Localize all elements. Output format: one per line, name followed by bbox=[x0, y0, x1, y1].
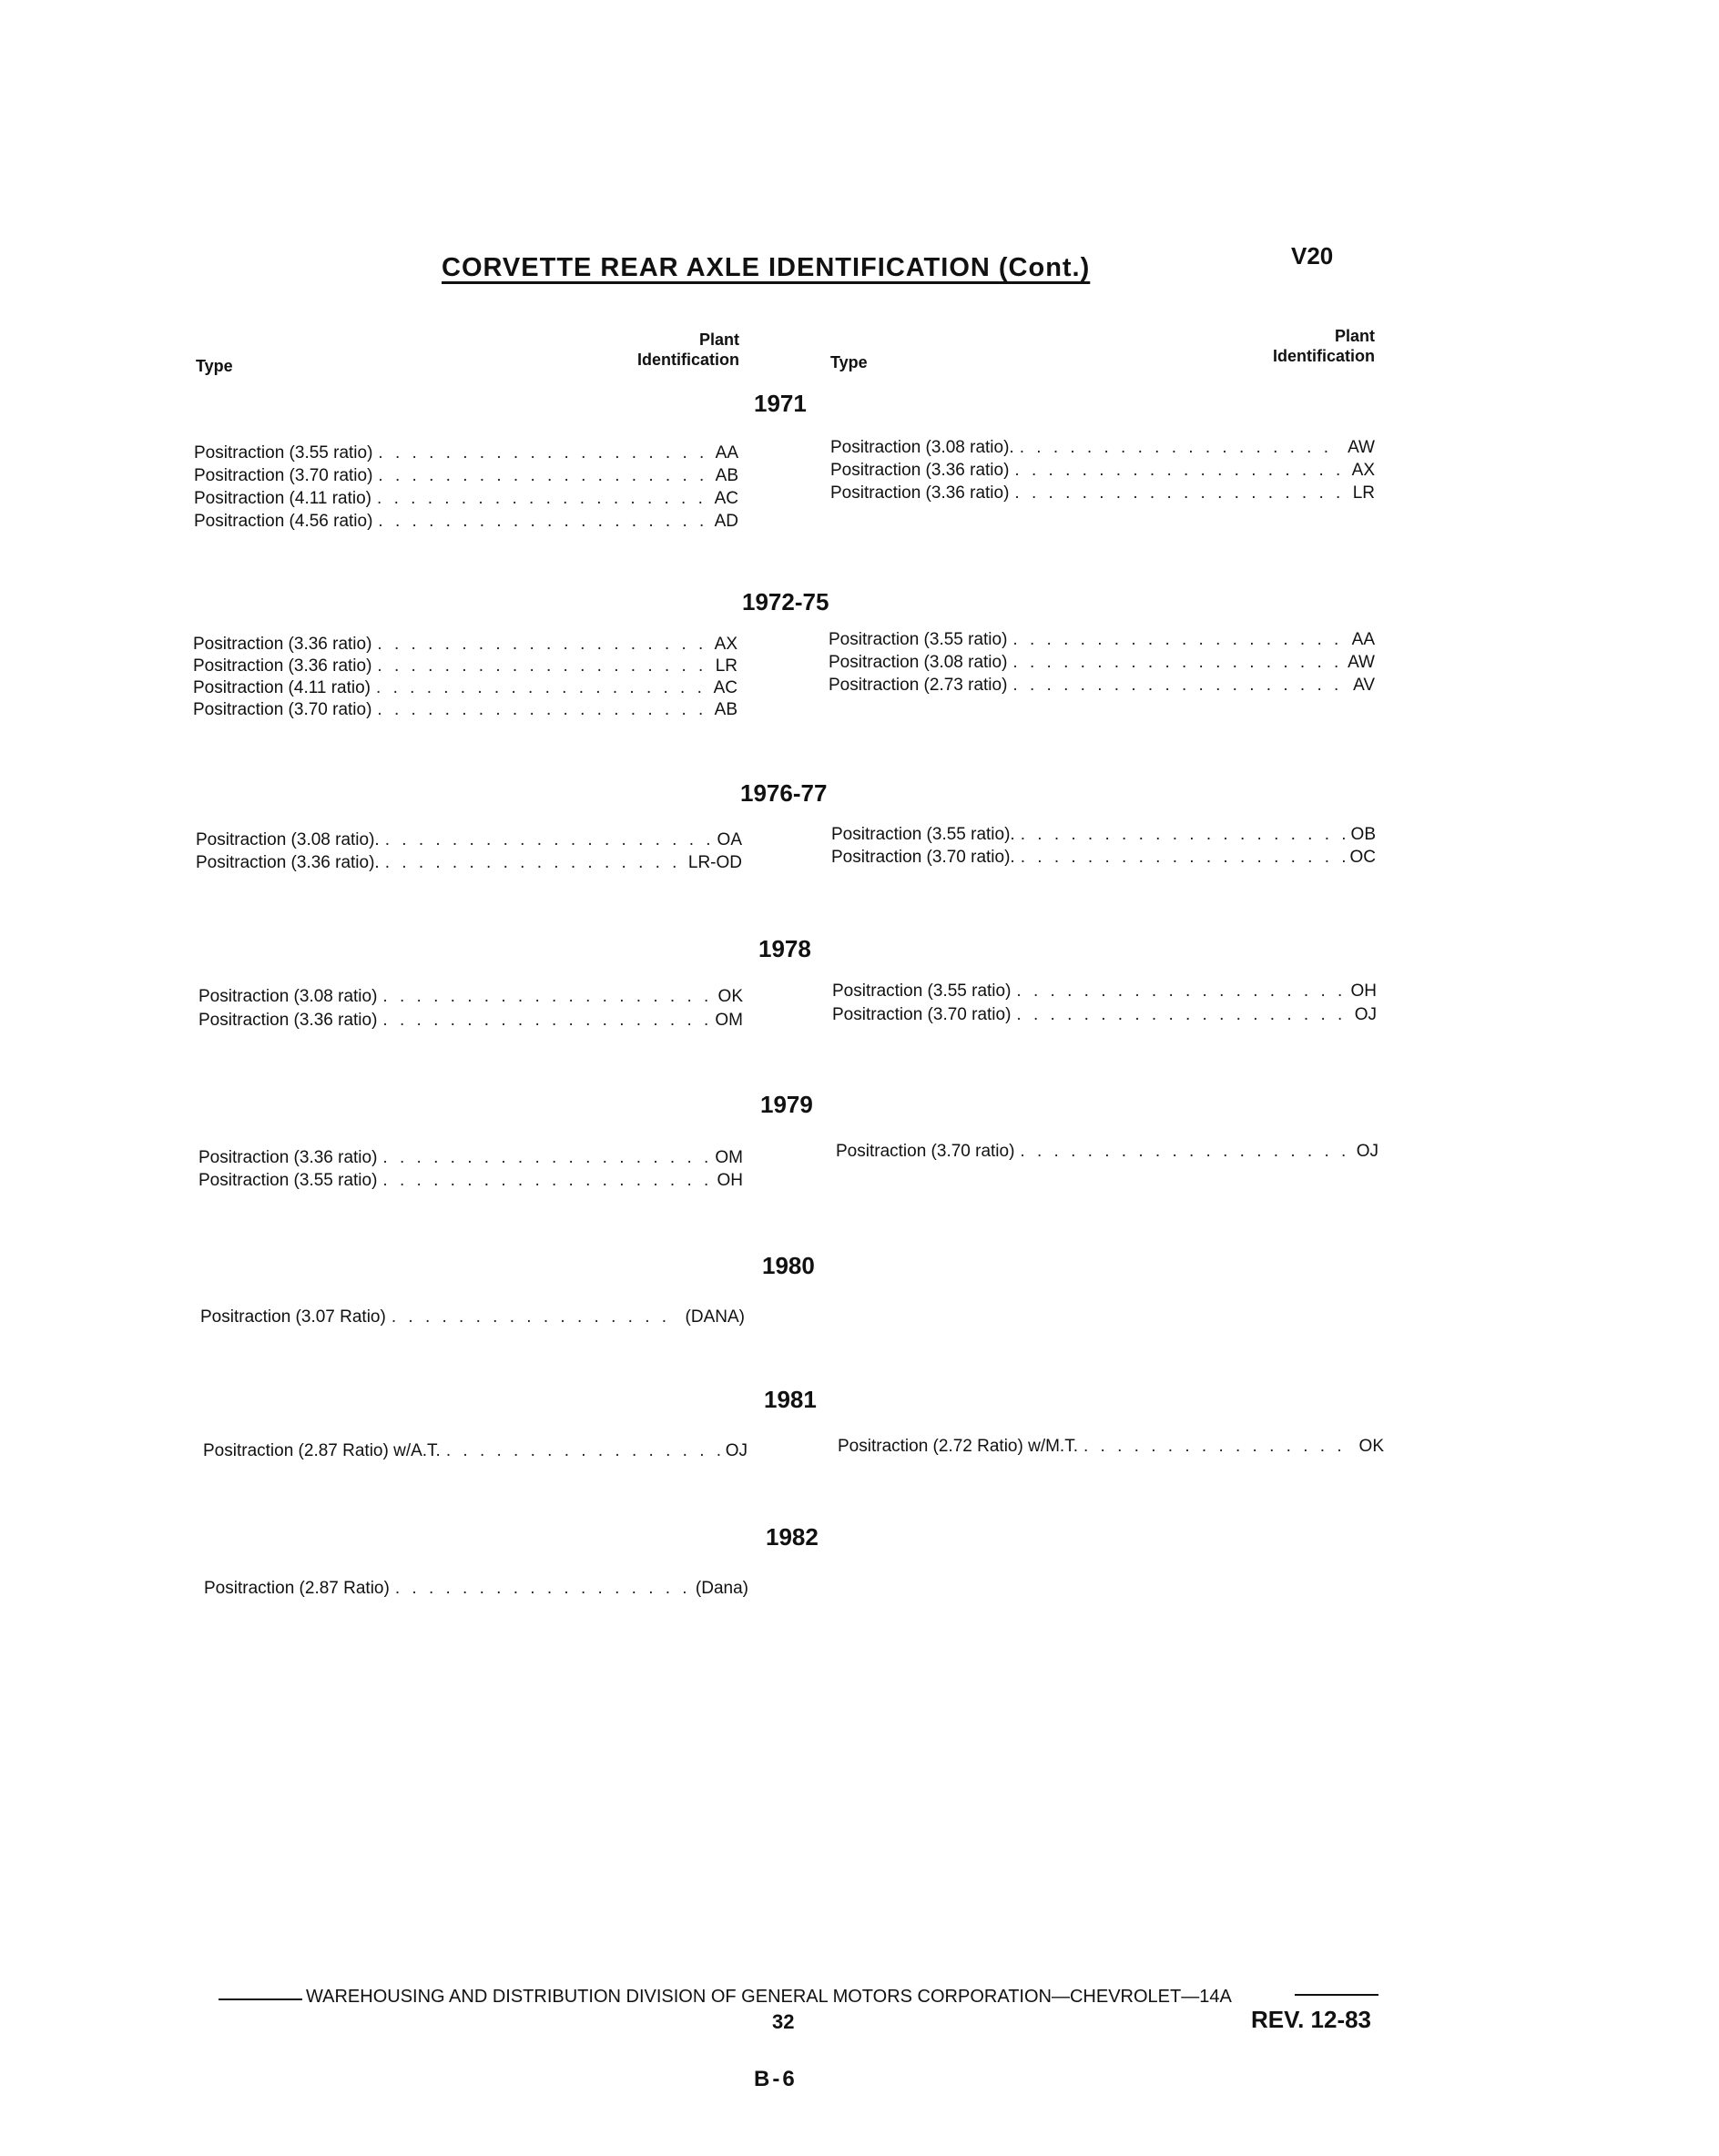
page-title: CORVETTE REAR AXLE IDENTIFICATION (Cont.) bbox=[442, 253, 1091, 282]
leader-dots bbox=[382, 1171, 711, 1191]
plant-code: (Dana) bbox=[695, 1579, 748, 1598]
plant-code: AX bbox=[714, 635, 737, 654]
leader-dots bbox=[1014, 461, 1346, 481]
leader-dots bbox=[1016, 981, 1345, 1002]
plant-code: OJ bbox=[1356, 1142, 1378, 1161]
axle-type: Positraction (3.08 ratio). bbox=[830, 438, 1014, 457]
axle-type: Positraction (2.72 Ratio) w/M.T. bbox=[838, 1437, 1078, 1456]
axle-type: Positraction (3.08 ratio) bbox=[198, 987, 378, 1006]
axle-row bbox=[194, 443, 738, 463]
plant-header-line2: Identification bbox=[1273, 347, 1375, 365]
leader-dots bbox=[382, 987, 712, 1007]
leader-dots bbox=[377, 635, 708, 655]
footer-rule-left bbox=[219, 1998, 302, 2000]
plant-code: (DANA) bbox=[685, 1307, 745, 1327]
leader-dots bbox=[377, 656, 709, 676]
plant-code: LR-OD bbox=[687, 853, 742, 872]
year-heading: 1978 bbox=[758, 935, 811, 962]
footer-publisher-line: WAREHOUSING AND DISTRIBUTION DIVISION OF GENERAL MOTORS CORPORATION—CHEVROLET—14A bbox=[306, 1987, 1232, 2007]
revision-label: REV. 12-83 bbox=[1251, 2006, 1372, 2033]
plant-code: AD bbox=[714, 512, 738, 531]
plant-code: AC bbox=[714, 489, 738, 508]
year-heading: 1982 bbox=[766, 1523, 819, 1551]
axle-row bbox=[194, 466, 738, 486]
plant-code: OC bbox=[1349, 848, 1376, 867]
leader-dots bbox=[378, 443, 709, 463]
axle-row bbox=[830, 461, 1375, 481]
year-heading: 1971 bbox=[754, 390, 807, 417]
axle-row bbox=[193, 678, 737, 698]
year-heading: 1976-77 bbox=[740, 779, 828, 807]
axle-row bbox=[836, 1142, 1378, 1162]
leader-dots bbox=[1012, 653, 1342, 673]
plant-code: OJ bbox=[1354, 1005, 1377, 1024]
leader-dots bbox=[382, 1148, 709, 1168]
axle-type: Positraction (3.70 ratio) bbox=[194, 466, 373, 485]
axle-type: Positraction (3.36 ratio) bbox=[830, 483, 1010, 503]
plant-code: OM bbox=[715, 1148, 743, 1167]
axle-type: Positraction (3.70 ratio). bbox=[831, 848, 1015, 867]
page-number: 32 bbox=[772, 2010, 795, 2033]
axle-type: Positraction (3.07 Ratio) bbox=[200, 1307, 386, 1327]
axle-row bbox=[831, 825, 1376, 845]
axle-row bbox=[832, 1005, 1377, 1025]
axle-type: Positraction (3.55 ratio) bbox=[194, 443, 373, 463]
leader-dots bbox=[1016, 1005, 1348, 1025]
plant-code: OH bbox=[1350, 981, 1377, 1001]
plant-code: OB bbox=[1350, 825, 1376, 844]
axle-type: Positraction (3.36 ratio) bbox=[193, 656, 372, 676]
plant-id-header-right bbox=[1202, 326, 1375, 366]
leader-dots bbox=[395, 1579, 690, 1599]
plant-code: OM bbox=[715, 1011, 743, 1030]
year-heading: 1972-75 bbox=[742, 588, 829, 615]
axle-type: Positraction (3.70 ratio) bbox=[836, 1142, 1015, 1161]
plant-code: OH bbox=[717, 1171, 743, 1190]
axle-type: Positraction (3.36 ratio) bbox=[198, 1148, 378, 1167]
year-heading: 1979 bbox=[760, 1091, 813, 1118]
axle-row bbox=[198, 1171, 743, 1191]
leader-dots bbox=[446, 1441, 720, 1461]
axle-row bbox=[193, 656, 737, 676]
axle-type: Positraction (3.55 ratio). bbox=[831, 825, 1015, 844]
plant-code: AW bbox=[1348, 653, 1375, 672]
axle-type: Positraction (3.08 ratio) bbox=[829, 653, 1008, 672]
axle-row bbox=[829, 653, 1375, 673]
plant-code: OK bbox=[717, 987, 743, 1006]
axle-row bbox=[198, 987, 743, 1007]
axle-row bbox=[198, 1148, 743, 1168]
leader-dots bbox=[376, 678, 708, 698]
axle-type: Positraction (4.11 ratio) bbox=[194, 489, 372, 508]
axle-type: Positraction (2.87 Ratio) w/A.T. bbox=[203, 1441, 441, 1460]
leader-dots bbox=[377, 700, 708, 720]
plant-code: AA bbox=[715, 443, 738, 463]
axle-type: Positraction (4.56 ratio) bbox=[194, 512, 373, 531]
axle-row bbox=[830, 438, 1375, 458]
plant-code: AW bbox=[1348, 438, 1375, 457]
axle-type: Positraction (3.55 ratio) bbox=[832, 981, 1012, 1001]
plant-code: LR bbox=[1352, 483, 1375, 503]
axle-row bbox=[832, 981, 1377, 1002]
plant-code: AX bbox=[1351, 461, 1375, 480]
axle-type: Positraction (2.87 Ratio) bbox=[204, 1579, 390, 1598]
axle-row bbox=[194, 489, 738, 509]
leader-dots bbox=[392, 1307, 680, 1327]
plant-code: LR bbox=[715, 656, 737, 676]
plant-header-line2: Identification bbox=[637, 351, 739, 369]
axle-type: Positraction (3.55 ratio) bbox=[829, 630, 1008, 649]
plant-code: AV bbox=[1353, 676, 1375, 695]
plant-code: OA bbox=[717, 830, 742, 849]
plant-header-line1: Plant bbox=[698, 331, 739, 349]
leader-dots bbox=[1021, 848, 1345, 868]
section-code: V20 bbox=[1291, 242, 1334, 270]
year-heading: 1980 bbox=[762, 1252, 815, 1279]
leader-dots bbox=[1012, 676, 1348, 696]
leader-dots bbox=[378, 466, 709, 486]
plant-code: OJ bbox=[725, 1441, 748, 1460]
leader-dots bbox=[377, 489, 709, 509]
axle-row bbox=[829, 630, 1375, 650]
axle-type: Positraction (3.36 ratio). bbox=[196, 853, 380, 872]
axle-row bbox=[196, 853, 742, 873]
axle-type: Positraction (3.36 ratio) bbox=[830, 461, 1010, 480]
plant-header-line1: Plant bbox=[1334, 327, 1375, 345]
leader-dots bbox=[385, 853, 683, 873]
axle-type: Positraction (3.36 ratio) bbox=[198, 1011, 378, 1030]
leader-dots bbox=[1014, 483, 1347, 503]
plant-code: AA bbox=[1351, 630, 1375, 649]
plant-code: AB bbox=[714, 700, 737, 719]
type-header-right: Type bbox=[830, 353, 868, 371]
axle-row bbox=[193, 700, 737, 720]
type-header-left: Type bbox=[196, 357, 233, 375]
axle-row bbox=[204, 1579, 748, 1599]
axle-type: Positraction (2.73 ratio) bbox=[829, 676, 1008, 695]
axle-row bbox=[203, 1441, 748, 1461]
leader-dots bbox=[382, 1011, 709, 1031]
axle-row bbox=[198, 1011, 743, 1031]
axle-type: Positraction (3.70 ratio) bbox=[832, 1005, 1012, 1024]
axle-row bbox=[196, 830, 742, 850]
plant-code: OK bbox=[1358, 1437, 1384, 1456]
axle-row bbox=[830, 483, 1375, 503]
axle-row bbox=[838, 1437, 1384, 1457]
leader-dots bbox=[385, 830, 712, 850]
axle-row bbox=[193, 635, 737, 655]
plant-code: AC bbox=[713, 678, 737, 697]
plant-id-header-left bbox=[583, 330, 739, 370]
axle-type: Positraction (3.36 ratio) bbox=[193, 635, 372, 654]
leader-dots bbox=[1083, 1437, 1354, 1457]
footer-rule-right bbox=[1295, 1994, 1378, 1996]
axle-type: Positraction (3.70 ratio) bbox=[193, 700, 372, 719]
section-page-number: B-6 bbox=[754, 2067, 798, 2091]
leader-dots bbox=[378, 512, 708, 532]
axle-type: Positraction (3.55 ratio) bbox=[198, 1171, 378, 1190]
leader-dots bbox=[1021, 825, 1346, 845]
axle-row bbox=[829, 676, 1375, 696]
leader-dots bbox=[1020, 1142, 1350, 1162]
leader-dots bbox=[1012, 630, 1346, 650]
axle-row bbox=[831, 848, 1376, 868]
leader-dots bbox=[1020, 438, 1342, 458]
axle-type: Positraction (4.11 ratio) bbox=[193, 678, 371, 697]
year-heading: 1981 bbox=[764, 1386, 817, 1413]
plant-code: AB bbox=[715, 466, 738, 485]
axle-row bbox=[194, 512, 738, 532]
axle-row bbox=[200, 1307, 745, 1327]
axle-type: Positraction (3.08 ratio). bbox=[196, 830, 380, 849]
